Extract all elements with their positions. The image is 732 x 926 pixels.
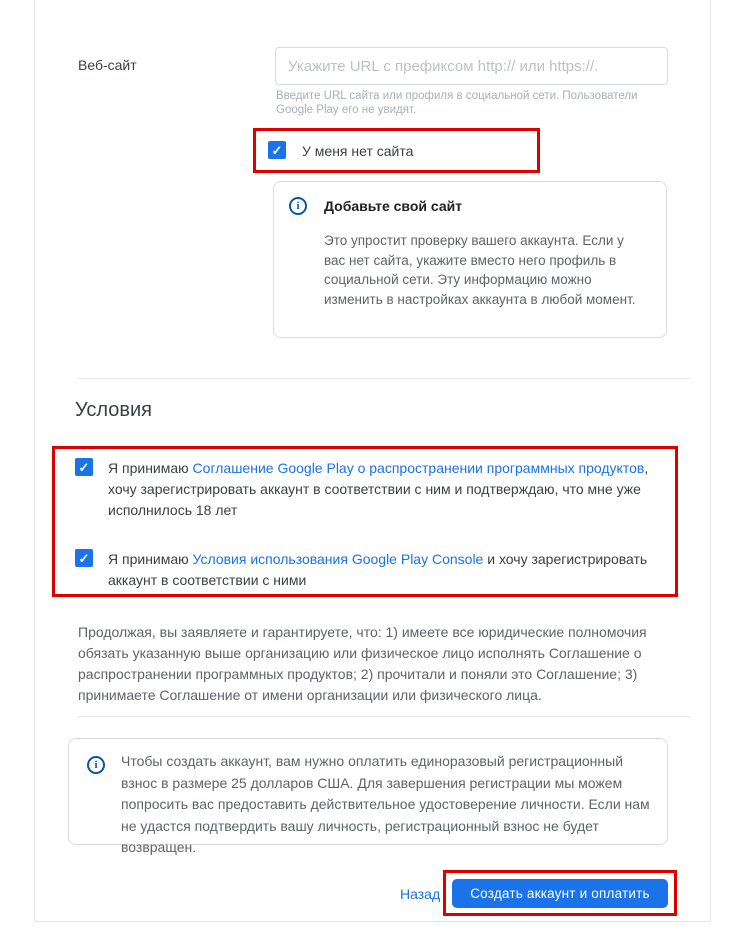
divider [78, 716, 690, 717]
terms-tos-prefix: Я принимаю [108, 551, 193, 567]
site-tip-card [273, 181, 667, 338]
divider [78, 378, 690, 379]
site-tip-body: Это упростит проверку вашего аккаунта. Если у вас нет сайта, укажите вместо него профиль в социальной сети. Эту информацию можно изменить в настройках аккаунта в любой момент. [324, 233, 636, 307]
terms-section-heading: Условия [75, 399, 153, 421]
info-icon [289, 197, 307, 215]
website-url-input[interactable] [275, 47, 668, 85]
website-helper-text: Введите URL сайта или профиля в социальной сети. Пользователи Google Play его не увидят. [276, 90, 638, 116]
terms-disclaimer: Продолжая, вы заявляете и гарантируете, что: 1) имеете все юридические полномочия обязать указанную выше организацию или физическое лицо исполнять Соглашение о распространении программных продуктов; 2) прочитали и поняли это Соглашение; 3) принимаете Соглашение от имени организации или физического лица. [78, 624, 647, 703]
terms-dda-checkbox-label [108, 458, 668, 521]
terms-dda-suffix: , хочу зарегистрировать аккаунт в соответствии с ним и подтверждаю, что мне уже исполнилось 18 лет [108, 460, 649, 518]
back-button[interactable]: Назад [400, 886, 441, 902]
dda-agreement-link[interactable]: Соглашение Google Play о распространении программных продуктов [192, 460, 645, 476]
terms-tos-suffix: и хочу зарегистрировать аккаунт в соответствии с ними [108, 551, 648, 588]
fee-notice-card [68, 738, 668, 855]
site-tip-title: Добавьте свой сайт [324, 198, 463, 214]
no-site-checkbox-label: У меня нет сайта [302, 143, 414, 159]
terms-tos-checkbox-label [108, 549, 668, 591]
info-icon [87, 756, 105, 774]
terms-dda-checkbox[interactable] [75, 458, 93, 476]
fee-notice-body: Чтобы создать аккаунт, вам нужно оплатить единоразовый регистрационный взнос в размере 25 долларов США. Для завершения регистрации мы можем попросить вас предоставить действительное удостоверение личности. Если нам не удастся подтвердить вашу личность, регистрационный взнос не будет возвращен. [121, 753, 650, 855]
terms-tos-checkbox[interactable] [75, 549, 93, 567]
create-account-and-pay-button[interactable]: Создать аккаунт и оплатить [452, 879, 668, 908]
website-field-label: Веб-сайт [78, 57, 137, 73]
tos-link[interactable]: Условия использования Google Play Console [192, 551, 484, 567]
terms-dda-prefix: Я принимаю [108, 460, 193, 476]
no-site-checkbox[interactable] [268, 141, 286, 159]
